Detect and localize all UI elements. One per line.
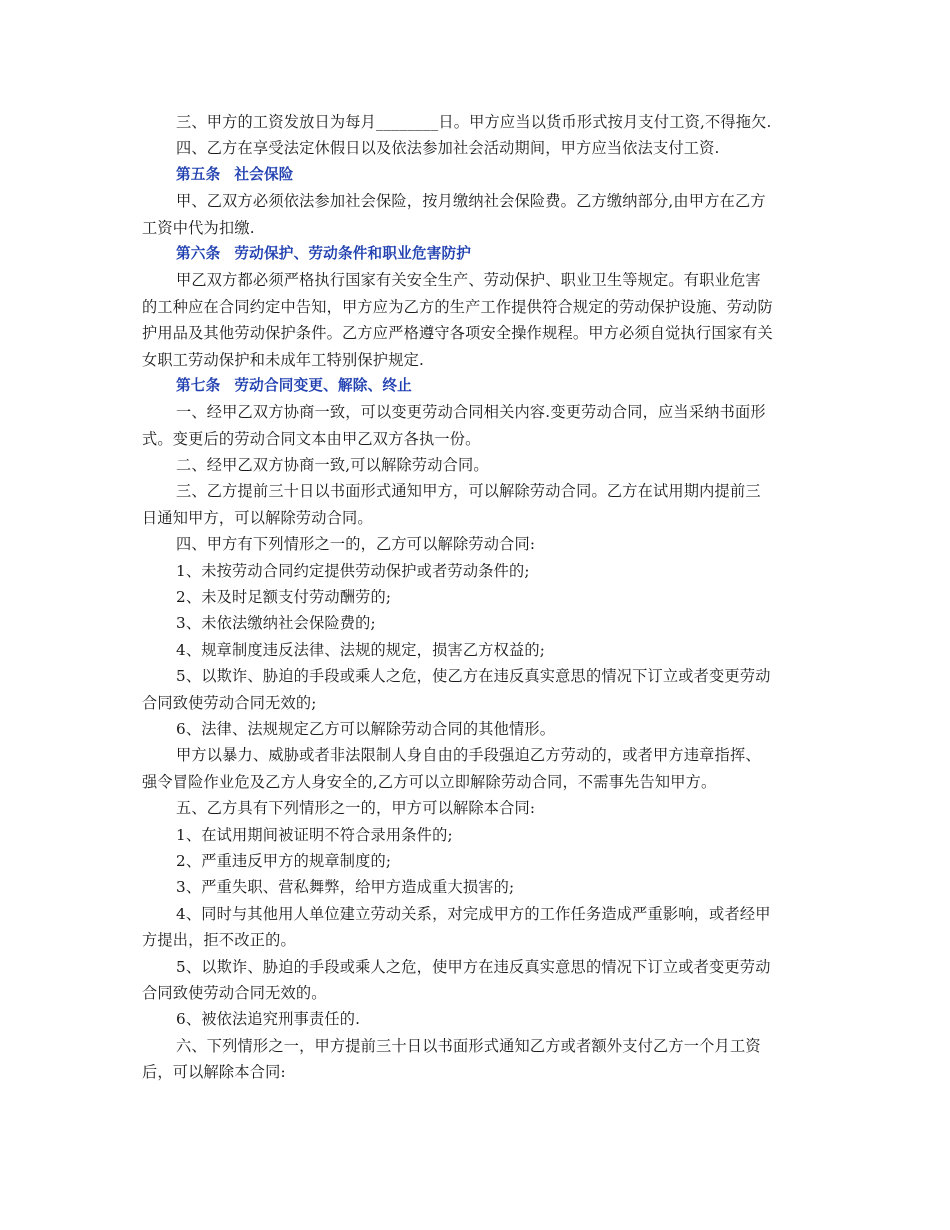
- paragraph-line-first: 4、同时与其他用人单位建立劳动关系，对完成甲方的工作任务造成严重影响，或者经甲: [176, 904, 771, 923]
- paragraph-line-first: 二、经甲乙双方协商一致,可以解除劳动合同。: [176, 456, 489, 475]
- paragraph-line-first: 6、被依法追究刑事责任的.: [176, 1010, 361, 1029]
- paragraph-line-first: 1、在试用期间被证明不符合录用条件的;: [176, 825, 453, 844]
- paragraph-line-first: 一、经甲乙双方协商一致，可以变更劳动合同相关内容.变更劳动合同，应当采纳书面形: [176, 403, 766, 422]
- paragraph-line-first: 五、乙方具有下列情形之一的，甲方可以解除本合同:: [176, 799, 536, 818]
- paragraph-line-continued: 工资中代为扣缴.: [142, 218, 255, 237]
- paragraph-line-first: 2、未及时足额支付劳动酬劳的;: [176, 588, 392, 607]
- section-heading: [142, 241, 814, 267]
- section-number: 第七条: [176, 376, 221, 394]
- paragraph-line-continued: 合同致使劳动合同无效的。: [142, 983, 327, 1002]
- paragraph-line-first: 三、甲方的工资发放日为每月________日。甲方应当以货币形式按月支付工资,不得拖欠.: [176, 113, 772, 131]
- section-title: 社会保险: [234, 165, 294, 183]
- paragraph-line-continued: 强令冒险作业危及乙方人身安全的,乙方可以立即解除劳动合同，不需事先告知甲方。: [142, 772, 717, 791]
- paragraph-line-first: 3、未依法缴纳社会保险费的;: [176, 614, 376, 633]
- paragraph-line-continued: 女职工劳动保护和未成年工特别保护规定.: [142, 350, 425, 369]
- section-title: 劳动保护、劳动条件和职业危害防护: [234, 244, 472, 262]
- paragraph-line-first: 4、规章制度违反法律、法规的规定，损害乙方权益的;: [176, 640, 546, 659]
- paragraph-line-first: 四、乙方在享受法定休假日以及依法参加社会活动期间，甲方应当依法支付工资.: [176, 139, 720, 158]
- paragraph-line-continued: 的工种应在合同约定中告知，甲方应为乙方的生产工作提供符合规定的劳动保护设施、劳动防: [142, 297, 773, 316]
- paragraph-line-continued: 方提出，拒不改正的。: [142, 931, 296, 950]
- paragraph-line-first: 四、甲方有下列情形之一的，乙方可以解除劳动合同:: [176, 535, 536, 554]
- paragraph-line-first: 3、严重失职、营私舞弊，给甲方造成重大损害的;: [176, 878, 515, 897]
- paragraph-line-first: 1、未按劳动合同约定提供劳动保护或者劳动条件的;: [176, 561, 530, 580]
- paragraph-line-continued: 合同致使劳动合同无效的;: [142, 693, 317, 712]
- paragraph-line-first: 六、下列情形之一，甲方提前三十日以书面形式通知乙方或者额外支付乙方一个月工资: [176, 1036, 761, 1055]
- paragraph-line-first: 甲、乙双方必须依法参加社会保险，按月缴纳社会保险费。乙方缴纳部分,由甲方在乙方: [176, 192, 766, 211]
- paragraph-line-first: 6、法律、法规规定乙方可以解除劳动合同的其他情形。: [176, 719, 556, 738]
- section-number: 第六条: [176, 244, 221, 262]
- paragraph-line-continued: 后，可以解除本合同:: [142, 1063, 286, 1082]
- section-heading: [142, 373, 814, 399]
- document-page: [142, 109, 814, 1085]
- paragraph-line-continued: 日通知甲方，可以解除劳动合同。: [142, 508, 373, 527]
- section-heading: [142, 162, 814, 188]
- paragraph-line-continued: 式。变更后的劳动合同文本由甲乙双方各执一份。: [142, 429, 481, 448]
- section-title: 劳动合同变更、解除、终止: [234, 376, 412, 394]
- section-number: 第五条: [176, 165, 221, 183]
- paragraph-line-continued: 护用品及其他劳动保护条件。乙方应严格遵守各项安全操作规程。甲方必须自觉执行国家有关: [142, 324, 773, 343]
- paragraph-line-first: 甲乙双方都必须严格执行国家有关安全生产、劳动保护、职业卫生等规定。有职业危害: [176, 271, 761, 290]
- paragraph-line-first: 2、严重违反甲方的规章制度的;: [176, 851, 392, 870]
- paragraph-line-first: 5、以欺诈、胁迫的手段或乘人之危，使甲方在违反真实意思的情况下订立或者变更劳动: [176, 957, 771, 976]
- paragraph-line-first: 甲方以暴力、威胁或者非法限制人身自由的手段强迫乙方劳动的，或者甲方违章指挥、: [176, 746, 761, 765]
- paragraph-line-first: 5、以欺诈、胁迫的手段或乘人之危，使乙方在违反真实意思的情况下订立或者变更劳动: [176, 667, 771, 686]
- paragraph-line-first: 三、乙方提前三十日以书面形式通知甲方，可以解除劳动合同。乙方在试用期内提前三: [176, 482, 761, 501]
